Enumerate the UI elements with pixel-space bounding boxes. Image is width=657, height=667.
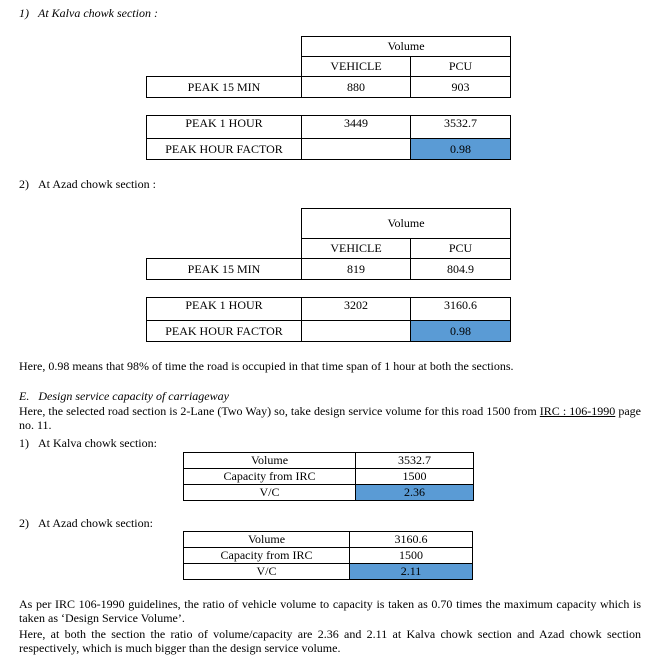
phf-empty <box>301 320 411 342</box>
pcu-header: PCU <box>410 238 511 259</box>
peak-1h-label: PEAK 1 HOUR <box>146 115 302 139</box>
peak-15-pcu: 903 <box>410 76 511 98</box>
vc-volume-value: 3532.7 <box>355 452 474 469</box>
vc-ratio-label: V/C <box>183 484 356 501</box>
conclusion-paragraph-2: Here, at both the section the ratio of volume/capacity are 2.36 and 2.11 at Kalva chowk section and Azad chowk section respectively, which is much bigger than the design service volume. <box>19 627 641 655</box>
peak-1h-vehicle: 3202 <box>301 297 411 321</box>
conclusion-paragraph-1: As per IRC 106-1990 guidelines, the ratio of vehicle volume to capacity is taken as 0.70 times the maximum capacity which is taken as ‘Design Service Volume’. <box>19 597 641 625</box>
vc-volume-value: 3160.6 <box>349 531 473 548</box>
peak-1h-label: PEAK 1 HOUR <box>146 297 302 321</box>
volume-header: Volume <box>301 208 511 239</box>
vc-ratio-value: 2.36 <box>355 484 474 501</box>
sub-2-heading: 2) At Azad chowk section: <box>19 516 153 530</box>
vc-volume-label: Volume <box>183 452 356 469</box>
vc-capacity-value: 1500 <box>349 547 473 564</box>
pcu-header: PCU <box>410 56 511 77</box>
vehicle-header: VEHICLE <box>301 238 411 259</box>
vc-capacity-label: Capacity from IRC <box>183 547 350 564</box>
phf-value: 0.98 <box>410 320 511 342</box>
vc-volume-label: Volume <box>183 531 350 548</box>
peak-15-vehicle: 880 <box>301 76 411 98</box>
intro-text: Here, the selected road section is 2-Lane (Two Way) so, take design service volume for this road 1500 from <box>19 404 540 418</box>
section-2-heading: 2) At Azad chowk section : <box>19 177 156 191</box>
occupancy-note: Here, 0.98 means that 98% of time the road is occupied in that time span of 1 hour at both the sections. <box>19 359 514 373</box>
vehicle-header: VEHICLE <box>301 56 411 77</box>
peak-1h-vehicle: 3449 <box>301 115 411 139</box>
volume-header: Volume <box>301 36 511 57</box>
section-e-intro <box>19 404 641 432</box>
irc-reference: IRC : 106-1990 <box>539 404 616 418</box>
intro-tail: page no. 11. <box>19 404 642 432</box>
phf-label: PEAK HOUR FACTOR <box>146 320 302 342</box>
sub-1-heading: 1) At Kalva chowk section: <box>19 436 157 450</box>
vc-ratio-value: 2.11 <box>349 563 473 580</box>
peak-1h-pcu: 3160.6 <box>410 297 511 321</box>
phf-label: PEAK HOUR FACTOR <box>146 138 302 160</box>
phf-value: 0.98 <box>410 138 511 160</box>
vc-capacity-value: 1500 <box>355 468 474 485</box>
peak-1h-pcu: 3532.7 <box>410 115 511 139</box>
phf-empty <box>301 138 411 160</box>
section-e-heading: E. Design service capacity of carriageway <box>19 389 229 403</box>
vc-capacity-label: Capacity from IRC <box>183 468 356 485</box>
vc-ratio-label: V/C <box>183 563 350 580</box>
peak-15-vehicle: 819 <box>301 258 411 280</box>
peak-15-label: PEAK 15 MIN <box>146 258 302 280</box>
section-1-heading: 1) At Kalva chowk section : <box>19 6 158 20</box>
peak-15-pcu: 804.9 <box>410 258 511 280</box>
peak-15-label: PEAK 15 MIN <box>146 76 302 98</box>
